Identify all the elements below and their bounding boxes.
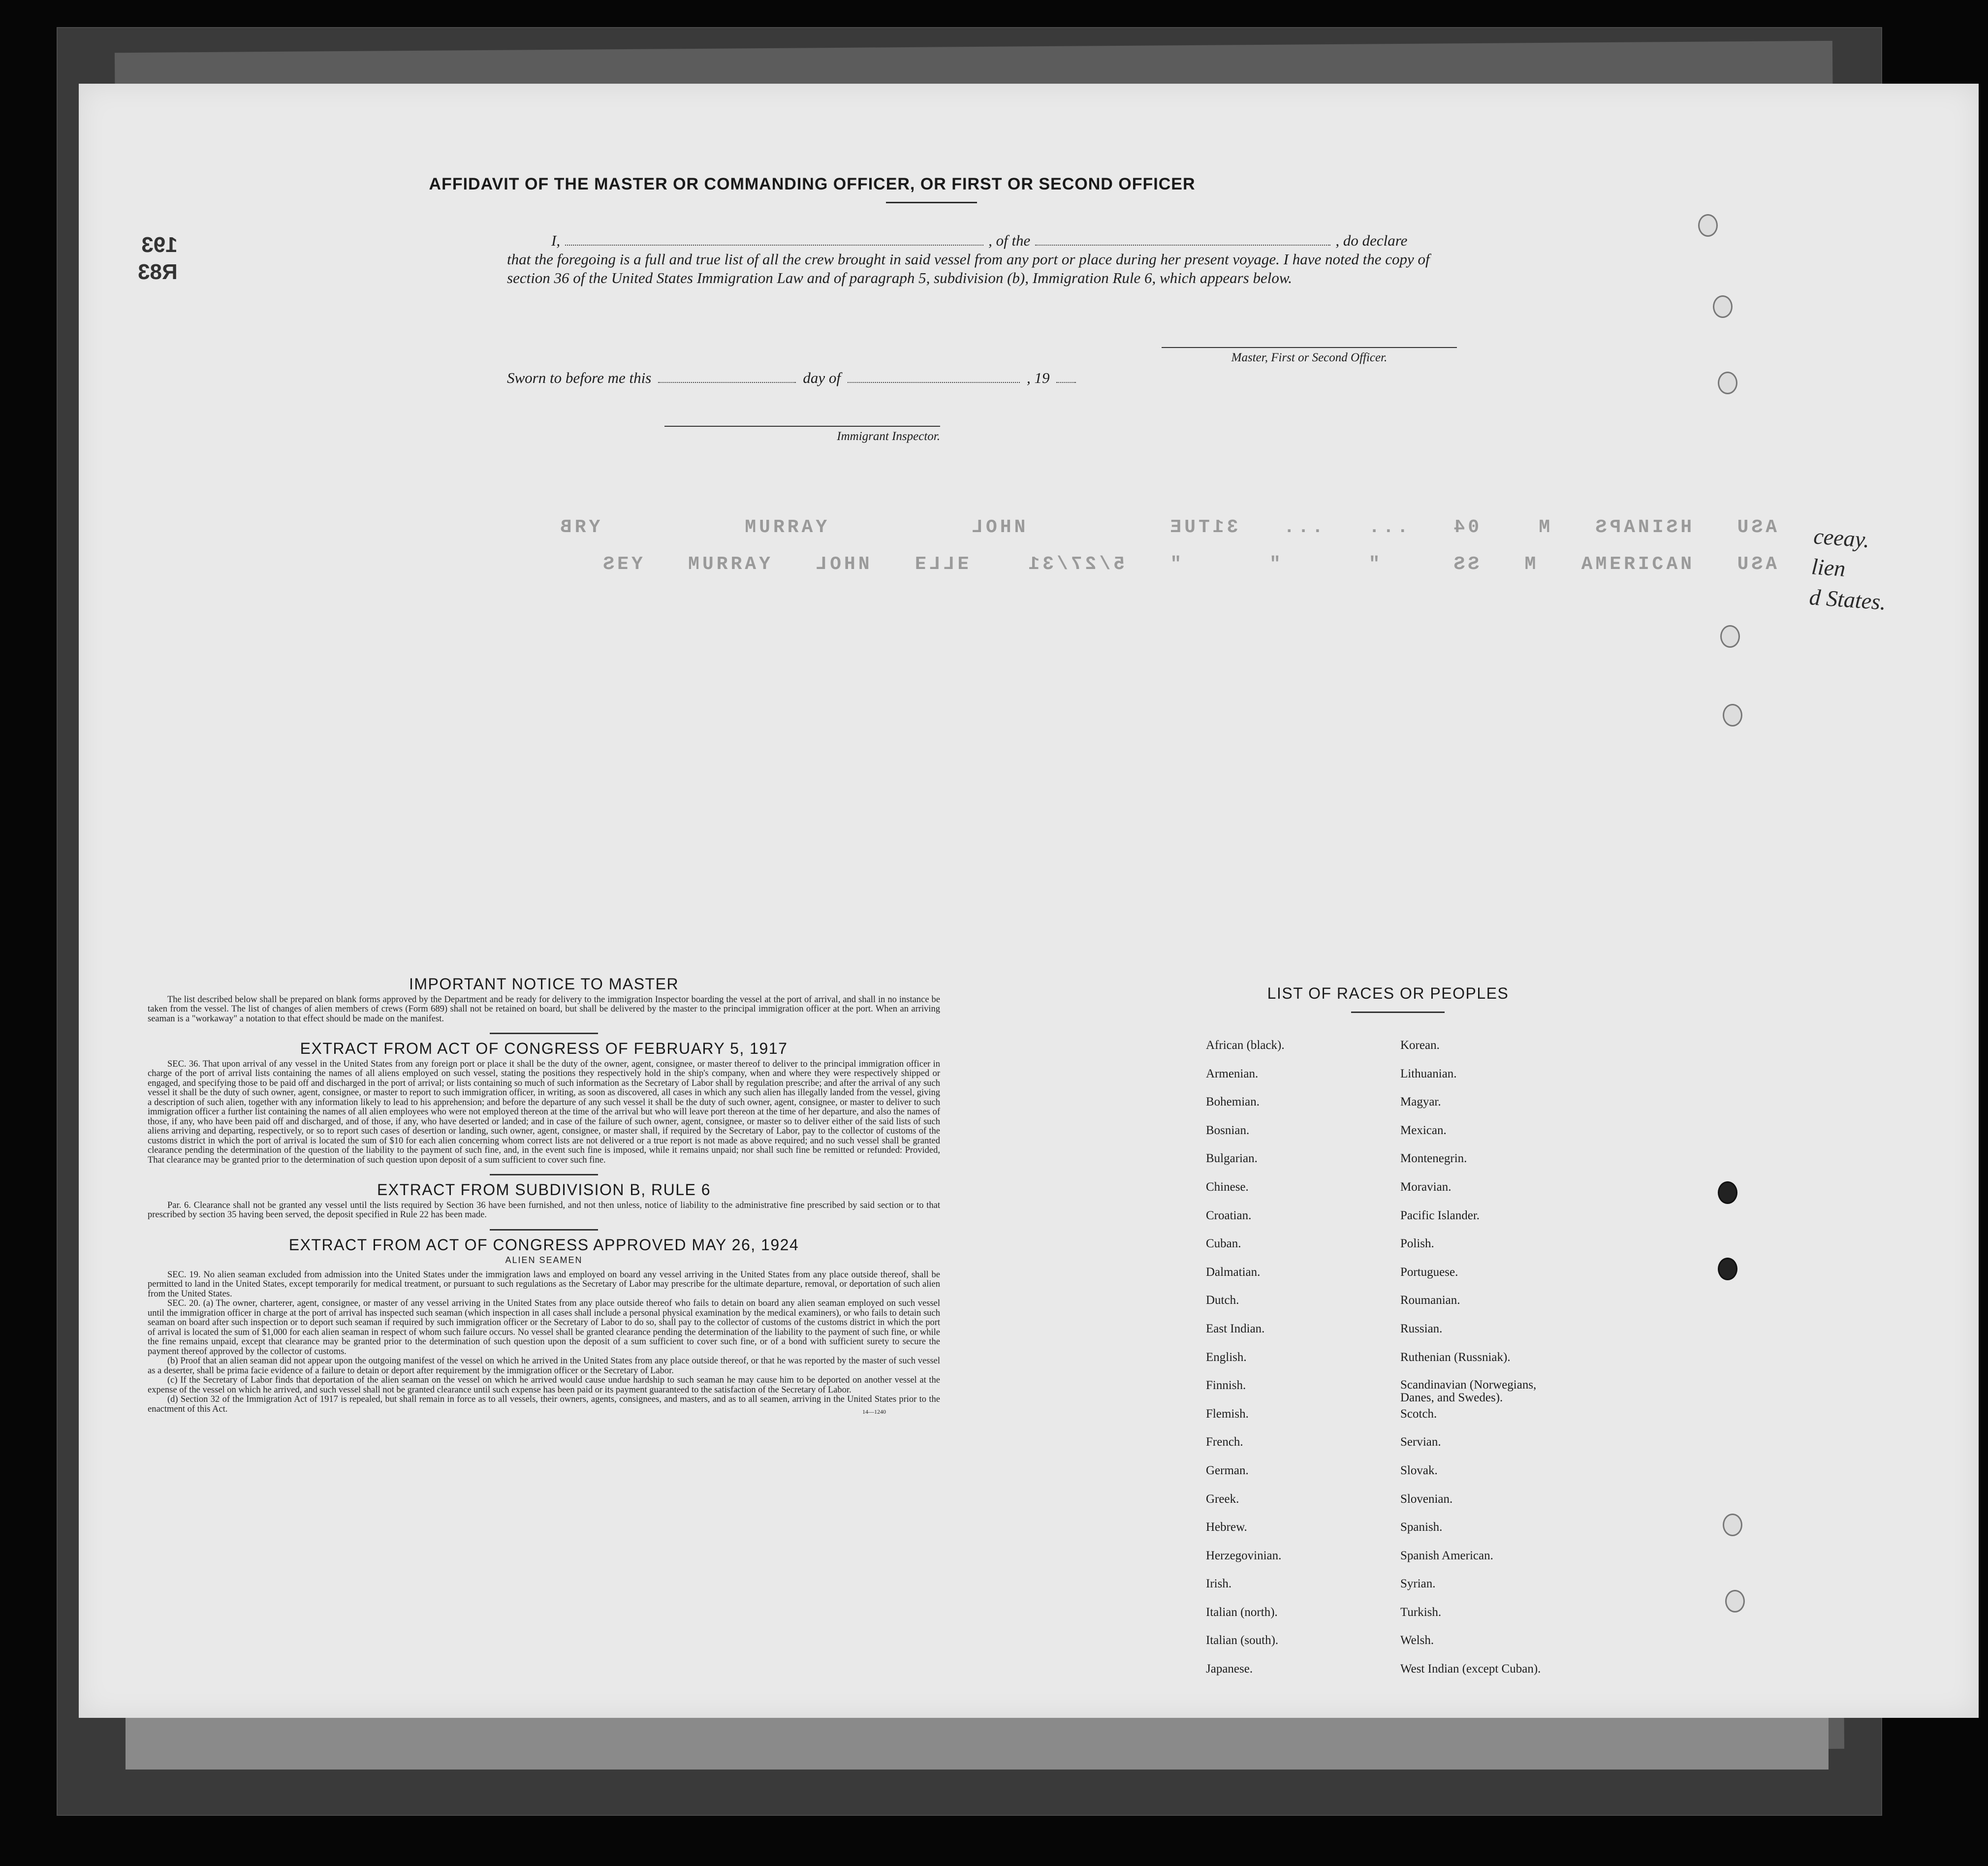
race-item: Montenegrin. [1400, 1152, 1467, 1166]
alien-seamen-subtitle: ALIEN SEAMEN [505, 1255, 583, 1265]
race-item: French. [1206, 1435, 1243, 1449]
sworn-month-blank[interactable] [848, 370, 1020, 383]
race-item: Flemish. [1206, 1407, 1249, 1421]
race-item: Spanish American. [1400, 1549, 1493, 1562]
race-item: English. [1206, 1350, 1247, 1364]
sworn-prefix: Sworn to before me this [507, 369, 652, 386]
punch-hole [1720, 625, 1740, 648]
sworn-line [507, 369, 1076, 387]
race-item: Croatian. [1206, 1208, 1252, 1222]
margin-note-line-3: d States. [1808, 584, 1887, 615]
sec-20a-text: SEC. 20. (a) The owner, charterer, agent, consignee, or master of any vessel arriving in the United States from any place outside thereof who fails to detain on board any alien seaman employed on such vessel until the immigration officer in charge at the port of arrival has inspected such seaman (which inspection in all cases shall include a personal physical examination by the medical examiners), or who fails to detain such seaman on board after such inspection or to deport such seaman if required by such immigration officer or the Secretary of Labor to do so, shall pay to the collector of customs of the customs district in which the port of arrival is located the sum of $1,000 for each alien seaman in respect of whom such failure occurs. No vessel shall be granted clearance pending the determination of the liability to the payment of such fine, or while the fine remains unpaid, except that clearance may be granted prior to the determination of such question upon the deposit of a sum sufficient to cover such fine, or of a bond with sufficient surety to secure the payment thereof approved by the collector of customs. [148, 1298, 940, 1357]
race-item: Dalmatian. [1206, 1265, 1261, 1279]
extract-1917-body: SEC. 36. That upon arrival of any vessel in the United States from any foreign port or place it shall be the duty of the owner, agent, consignee, or master thereof to deliver to the principal immigration officer in charge of the port of arrival lists containing the names of all aliens employed on such vessel, stating the positions they respectively hold in the ship's company, when and where they were respectively shipped or engaged, and specifying those to be paid off and discharged in the port of arrival; or lists containing so much of such information as the Secretary of Labor shall by regulation prescribe; and after the arrival of any such vessel it shall be the duty of such owner, agent, consignee, or master to report to such immigration officer, in writing, as soon as discovered, all cases in which any such alien has illegally landed from the vessel, giving a description of such alien, together with any information likely to lead to his apprehension; and before the departure of any such vessel it shall be the duty of such owner, agent, consignee, or master to deliver to such immigration officer a further list containing the names of all alien employees who were not employed thereon at the time of the arrival but who will leave port thereon at the time of her departure, and also the names of those, if any, who have been paid off and discharged, and of those, if any, who have deserted or landed; and in case of the failure of such owner, agent, consignee, or master so to deliver either of the said lists of such aliens arriving and departing, respectively, or so to report such cases of desertion or landing, such owner, agent, consignee, or master shall, if required by the Secretary of Labor, pay to the collector of customs of the customs district in which the port of arrival is located the sum of $10 for each alien concerning whom correct lists are not delivered or a true report is not made as above required; and no such vessel shall be granted clearance pending the determination of the question of the liability to the payment of such fine, and, in the event such fine is imposed, while it remains unpaid; nor shall such fine be remitted or refunded: Provided, That clearance may be granted prior to the determination of such question upon deposit of a sum sufficient to cover such fine. [148, 1059, 940, 1165]
section-rule [490, 1033, 598, 1034]
race-item: Greek. [1206, 1492, 1239, 1506]
race-item: Italian (north). [1206, 1605, 1278, 1619]
race-item: Pacific Islander. [1400, 1208, 1480, 1222]
races-column-1 [1206, 1039, 1285, 1691]
master-name-blank[interactable] [565, 233, 983, 246]
punch-hole [1698, 214, 1718, 237]
race-item: German. [1206, 1463, 1249, 1477]
race-item: Dutch. [1206, 1294, 1239, 1307]
bleed-through-row-1: ASU HSIИAPS M 04 ... ... 31TUE ИHOL YAЯЯUM YЯB [557, 517, 1777, 538]
bleed-through-row-2: ASU ИAƆIЯƎMA M SS " " " 5/27/31 ƎLLƎ ИHOL YAЯЯUM YƎS [600, 554, 1777, 575]
form-number: 14—1240 [862, 1408, 886, 1415]
sworn-day-blank[interactable] [658, 370, 796, 383]
punch-hole [1725, 1590, 1745, 1613]
race-item: Ruthenian (Russniak). [1400, 1350, 1511, 1364]
race-item: Bohemian. [1206, 1095, 1260, 1109]
section-rule [490, 1174, 598, 1175]
punch-hole [1723, 1514, 1742, 1536]
document-page [79, 84, 1979, 1718]
notice-section [148, 975, 940, 1417]
race-item: Mexican. [1400, 1123, 1447, 1137]
signature-label: Master, First or Second Officer. [1231, 351, 1388, 364]
sec-20d-text: (d) Section 32 of the Immigration Act of 1917 is repealed, but shall remain in force as to all vessels, their owners, agents, consignees, and masters, and as to all seamen, arriving in the United States prior to the enactment of this Act. [148, 1394, 940, 1414]
race-item: Portuguese. [1400, 1265, 1458, 1279]
races-list [1167, 984, 1609, 1676]
race-item: Slovenian. [1400, 1492, 1453, 1506]
race-item: Hebrew. [1206, 1520, 1247, 1534]
race-item: Turkish. [1400, 1605, 1442, 1619]
sec-19-text: SEC. 19. No alien seaman excluded from admission into the United States under the immigration laws and employed on board any vessel arriving in the United States from any place outside thereof, shall be permitted to land in the United States, except temporarily for medical treatment, or pursuant to such regulations as the Secretary of Labor may prescribe for the ultimate departure, removal, or deportation of such alien from the United States. [148, 1269, 940, 1299]
master-signature-line[interactable] [1162, 347, 1457, 365]
stamp-line-1: 193 [141, 233, 178, 257]
race-item: Armenian. [1206, 1067, 1259, 1080]
race-item: Servian. [1400, 1435, 1441, 1449]
race-item: Polish. [1400, 1237, 1434, 1251]
margin-note-line-1: ceeay. [1812, 523, 1870, 553]
handwritten-margin-note [1808, 521, 1979, 624]
punch-hole [1718, 372, 1737, 394]
title-rule [886, 202, 977, 203]
races-title: LIST OF RACES OR PEOPLES [1267, 984, 1509, 1002]
affidavit-line-1 [507, 231, 1491, 250]
races-rule [1351, 1012, 1445, 1013]
race-item: Lithuanian. [1400, 1067, 1457, 1080]
section-rule [490, 1229, 598, 1231]
notice-body: The list described below shall be prepared on blank forms approved by the Department and be ready for delivery to the immigration Inspector boarding the vessel at the port of arrival, and shall in no instance be taken from the vessel. The list of changes of alien members of crews (Form 689) shall not be retained on board, but shall be delivered by the master to the principal immigration officer at the port. When an arriving seaman is a "workaway" a notation to that effect should be made on the manifest. [148, 994, 940, 1024]
race-item: West Indian (except Cuban). [1400, 1662, 1541, 1676]
extract-1924-title: EXTRACT FROM ACT OF CONGRESS APPROVED MAY 26, 1924 [288, 1235, 799, 1254]
sworn-day-label: day of [803, 369, 841, 386]
affidavit-text [507, 231, 1491, 287]
punch-hole [1713, 295, 1733, 318]
race-item: Magyar. [1400, 1095, 1441, 1109]
notice-title: IMPORTANT NOTICE TO MASTER [409, 975, 679, 993]
extract-1917-title: EXTRACT FROM ACT OF CONGRESS OF FEBRUARY 5, 1917 [300, 1040, 788, 1057]
race-item: Japanese. [1206, 1662, 1253, 1676]
affidavit-title: AFFIDAVIT OF THE MASTER OR COMMANDING OFFICER, OR FIRST OR SECOND OFFICER [429, 175, 1196, 193]
race-item: Chinese. [1206, 1180, 1249, 1194]
race-item: Scotch. [1400, 1407, 1437, 1421]
sec-20b-text: (b) Proof that an alien seaman did not appear upon the outgoing manifest of the vessel on which he arrived in the United States from any place outside thereof, or that he was reported by the master of such vessel as a deserter, shall be prima facie evidence of a failure to detain or deport after requirement by the immigration officer or the Secretary of Labor. [148, 1356, 940, 1376]
race-item: Finnish. [1206, 1379, 1246, 1392]
sworn-year-label: , 19 [1026, 369, 1050, 386]
race-item: Syrian. [1400, 1577, 1436, 1591]
affidavit-body: that the foregoing is a full and true list of all the crew brought in said vessel from any port or place during her present voyage. I have noted the copy of section 36 of the United States Immigration Law and of paragraph 5, subdivision (b), Immigration Rule 6, which appears below. [507, 251, 1430, 286]
affidavit-i: I, [551, 232, 561, 249]
race-item: Bulgarian. [1206, 1152, 1258, 1166]
race-item: Italian (south). [1206, 1634, 1279, 1647]
race-item: Bosnian. [1206, 1123, 1250, 1137]
race-item: Herzegovinian. [1206, 1549, 1282, 1562]
vessel-name-blank[interactable] [1035, 233, 1330, 246]
sworn-year-blank[interactable] [1056, 370, 1076, 383]
affidavit-declare: , do declare [1335, 232, 1408, 249]
race-item: African (black). [1206, 1039, 1285, 1052]
races-column-2 [1400, 1039, 1563, 1691]
race-item: Spanish. [1400, 1520, 1443, 1534]
race-item: East Indian. [1206, 1322, 1265, 1335]
race-item: Welsh. [1400, 1634, 1434, 1647]
race-item: Roumanian. [1400, 1294, 1460, 1307]
affidavit-of: , of the [988, 232, 1031, 249]
race-item: Slovak. [1400, 1463, 1438, 1477]
race-item: Cuban. [1206, 1237, 1241, 1251]
extract-rule6-title: EXTRACT FROM SUBDIVISION B, RULE 6 [377, 1181, 711, 1199]
margin-note-line-2: lien [1810, 554, 1847, 581]
race-item: Irish. [1206, 1577, 1232, 1591]
inspector-label: Immigrant Inspector. [837, 430, 940, 443]
left-margin-stamp [138, 231, 178, 285]
sec-20c-text: (c) If the Secretary of Labor finds that deportation of the alien seaman on the vessel on which he arrived would cause undue hardship to such seaman he may cause him to be deported on another vessel at the expense of the vessel on which he arrived, and such vessel shall not be granted clearance until such expense has been paid or its payment guaranteed to the satisfaction of the Secretary of Labor. [148, 1375, 940, 1395]
stamp-line-2: R83 [138, 260, 178, 284]
extract-rule6-body: Par. 6. Clearance shall not be granted any vessel until the lists required by Section 36 have been furnished, and not then unless, notice of liability to the administrative fine prescribed by said section or to that prescribed by section 35 having been served, the deposit specified in Rule 22 has been made. [148, 1200, 940, 1220]
immigrant-inspector-line[interactable] [664, 426, 940, 443]
race-item: Russian. [1400, 1322, 1443, 1335]
race-item: Moravian. [1400, 1180, 1452, 1194]
punch-hole [1718, 1181, 1737, 1204]
race-item: Korean. [1400, 1039, 1440, 1052]
punch-hole [1718, 1258, 1737, 1280]
race-item: Scandinavian (Norwegians, Danes, and Swedes). [1400, 1378, 1537, 1405]
punch-hole [1723, 704, 1742, 727]
